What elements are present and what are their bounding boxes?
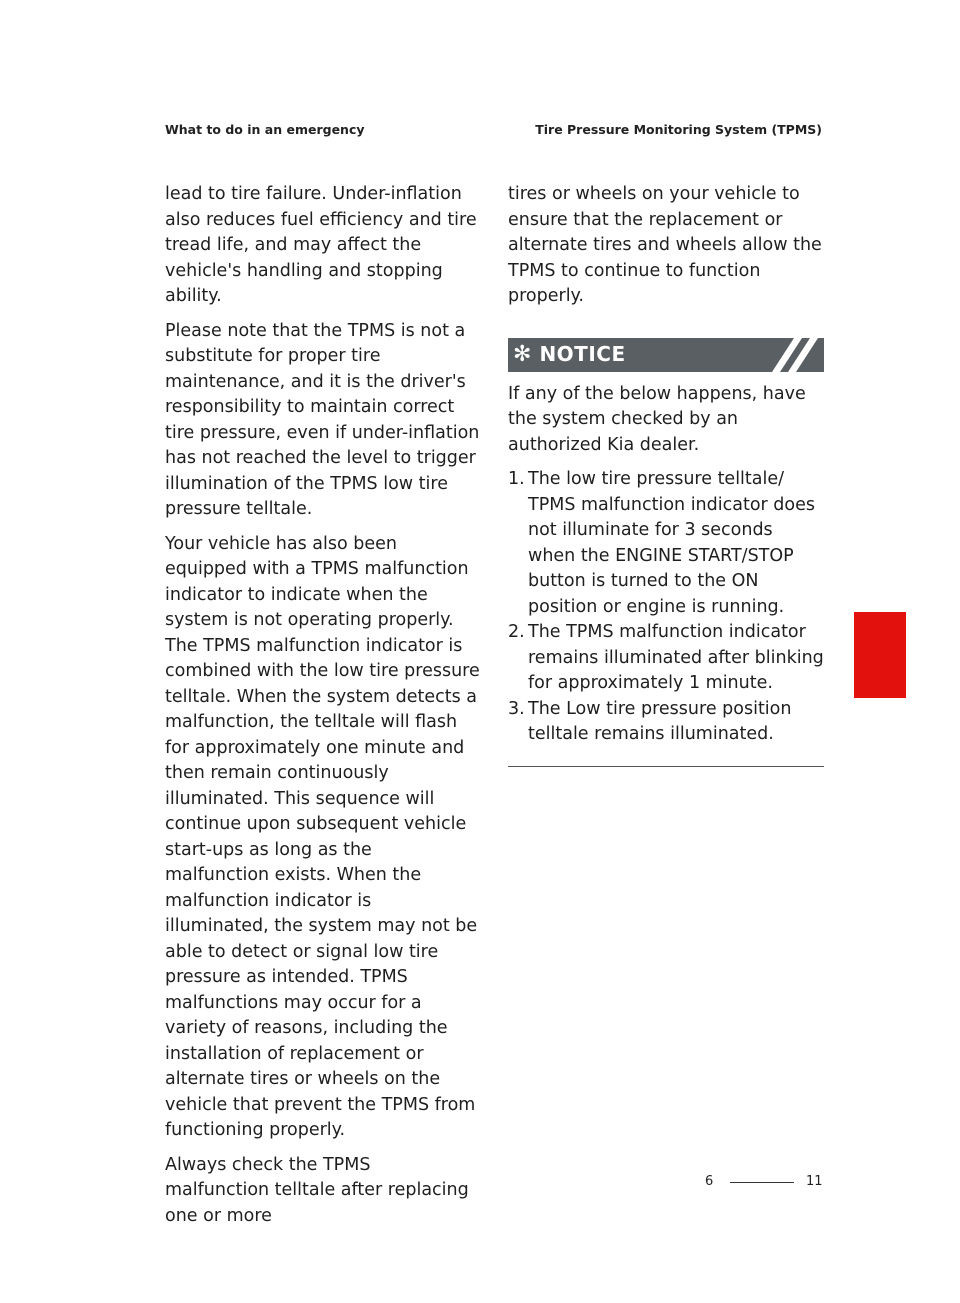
notice-end-rule <box>508 766 824 767</box>
notice-intro: If any of the below happens, have the system checked by an authorized Kia dealer. <box>508 383 806 455</box>
left-column <box>165 182 480 1238</box>
list-item-text: The Low tire pressure position telltale remains illuminated. <box>528 698 792 744</box>
notice-label: NOTICE <box>539 341 626 366</box>
list-item-number: 1. <box>508 469 525 489</box>
list-item <box>508 467 824 620</box>
list-item-text: The TPMS malfunction indicator remains illuminated after blinking for approximately 1 minute. <box>528 622 824 693</box>
list-item-number: 2. <box>508 622 525 642</box>
body-paragraph: lead to tire failure. Under-inflation also reduces fuel efficiency and tire tread life, and may affect the vehicle's handling and stopping ability. <box>165 184 477 306</box>
body-paragraph: tires or wheels on your vehicle to ensure that the replacement or alternate tires and wheels allow the TPMS to continue to function properly. <box>508 184 822 306</box>
list-item <box>508 620 824 697</box>
asterisk-icon: ✻ <box>513 341 532 367</box>
list-item <box>508 697 824 748</box>
notice-banner <box>508 338 824 372</box>
slash-stripes-icon <box>764 338 824 372</box>
running-header-section: What to do in an emergency <box>165 122 365 137</box>
footer-chapter-number: 6 <box>705 1174 714 1189</box>
notice-list <box>508 467 824 748</box>
body-paragraph: Your vehicle has also been equipped with a TPMS malfunction indicator to indicate when the system is not operating properly. The TPMS malfunction indicator is combined with the low tire pressure telltale. When the system detects a malfunction, the telltale will flash for approximately one minute and then remain continuously illuminated. This sequence will continue upon subsequent vehicle start-ups as long as the malfunction exists. When the malfunction indicator is illuminated, the system may not be able to detect or signal low tire pressure as intended. TPMS malfunctions may occur for a variety of reasons, including the installation of replacement or alternate tires or wheels on the vehicle that prevent the TPMS from functioning properly. <box>165 533 480 1140</box>
running-header-topic: Tire Pressure Monitoring System (TPMS) <box>535 122 822 137</box>
chapter-tab-number: 6 <box>880 677 892 697</box>
body-paragraph: Please note that the TPMS is not a substitute for proper tire maintenance, and it is the driver's responsibility to maintain correct tire pressure, even if under-inflation has not reached the level to trigger illumination of the TPMS low tire pressure telltale. <box>165 320 480 519</box>
right-column <box>508 182 824 767</box>
list-item-number: 3. <box>508 698 525 719</box>
list-item-text: The low tire pressure telltale/ TPMS malfunction indicator does not illuminate for 3 seconds when the ENGINE START/STOP button is turned to the ON position or engine is running. <box>528 469 815 617</box>
footer-divider <box>730 1182 794 1183</box>
footer-page-number: 11 <box>806 1174 823 1189</box>
body-paragraph: Always check the TPMS malfunction telltale after replacing one or more <box>165 1154 469 1226</box>
